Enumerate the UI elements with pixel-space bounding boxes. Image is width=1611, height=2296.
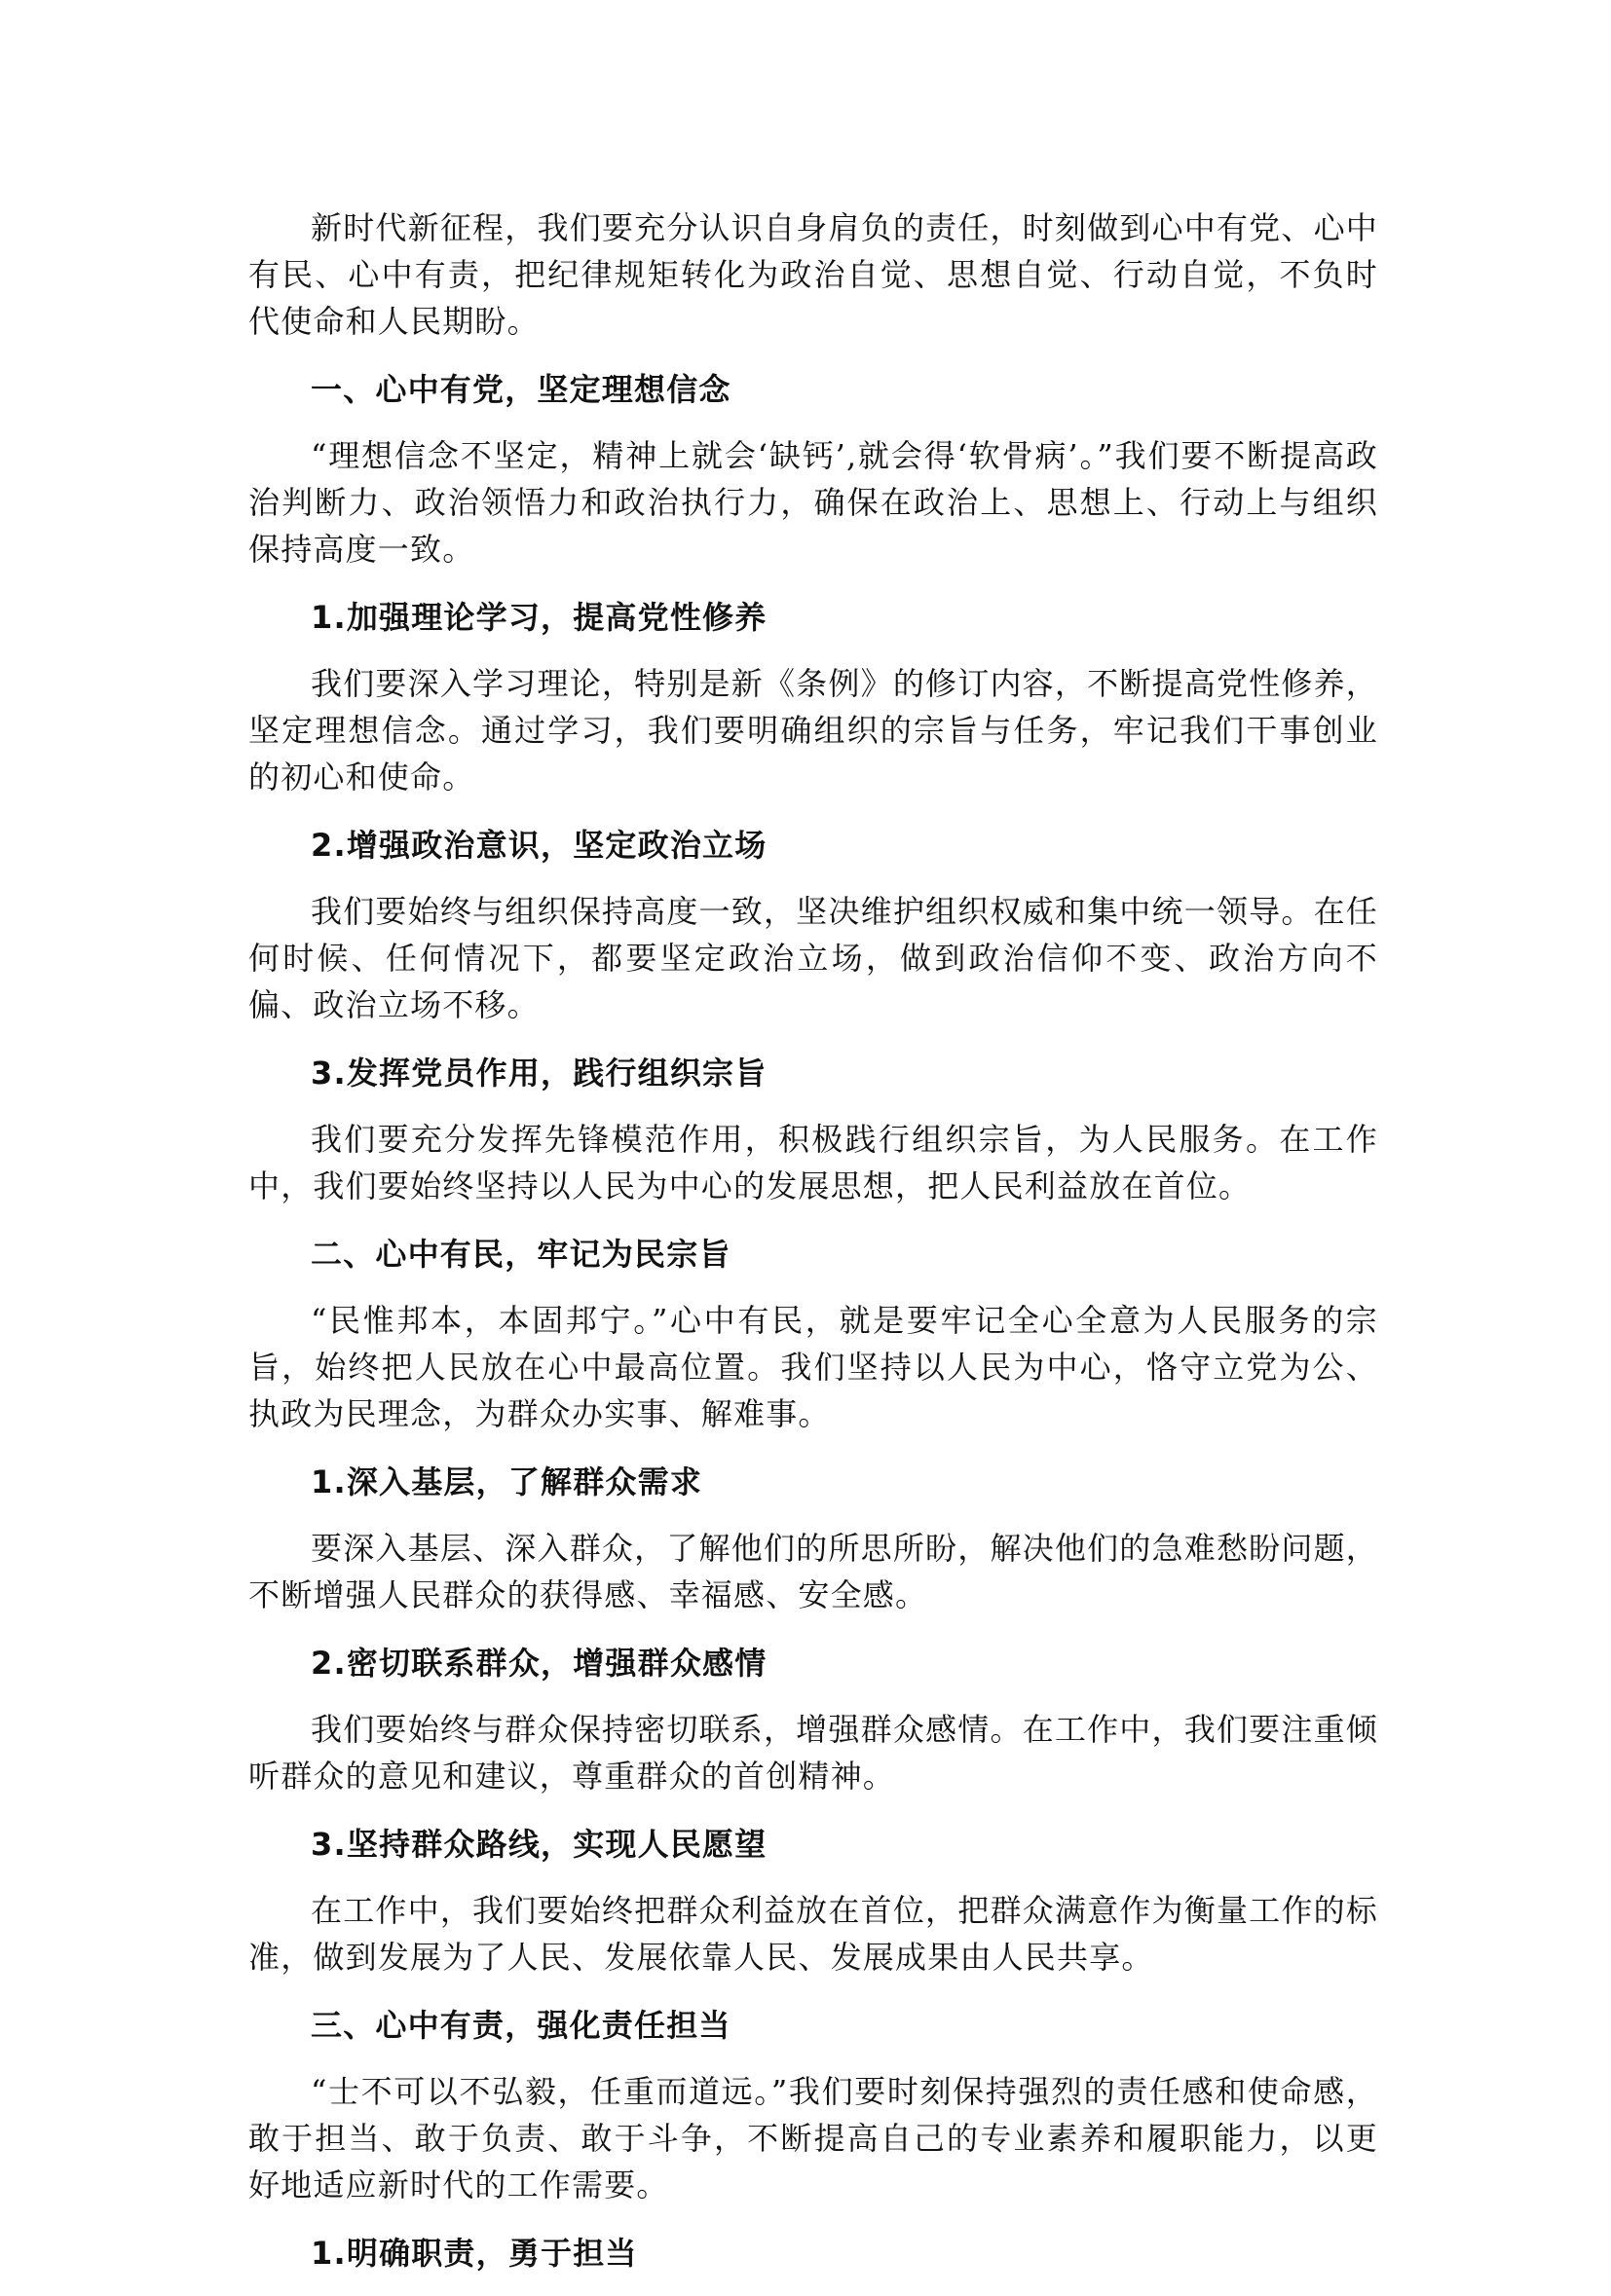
document-body	[248, 204, 1378, 2296]
section-1-intro-paragraph: “理想信念不坚定，精神上就会‘缺钙’,就会得‘软骨病’。”我们要不断提高政治判断力、政治领悟力和政治执行力，确保在政治上、思想上、行动上与组织保持高度一致。	[248, 437, 1378, 568]
section-heading-2: 二、心中有民，牢记为民宗旨	[311, 1236, 731, 1273]
section-heading-1: 一、心中有党，坚定理想信念	[311, 371, 731, 408]
paragraph-1-3: 我们要充分发挥先锋模范作用，积极践行组织宗旨，为人民服务。在工作中，我们要始终坚持以人民为中心的发展思想，把人民利益放在首位。	[248, 1121, 1378, 1204]
subheading-1-3: 3.发挥党员作用，践行组织宗旨	[311, 1055, 768, 1092]
paragraph-2-1: 要深入基层、深入群众，了解他们的所思所盼，解决他们的急难愁盼问题，不断增强人民群众的获得感、幸福感、安全感。	[248, 1530, 1378, 1613]
section-3-intro-paragraph: “士不可以不弘毅，任重而道远。”我们要时刻保持强烈的责任感和使命感，敢于担当、敢于负责、敢于斗争，不断提高自己的专业素养和履职能力，以更好地适应新时代的工作需要。	[248, 2073, 1378, 2203]
subheading-2-3: 3.坚持群众路线，实现人民愿望	[311, 1826, 768, 1863]
paragraph-2-3: 在工作中，我们要始终把群众利益放在首位，把群众满意作为衡量工作的标准，做到发展为了人民、发展依靠人民、发展成果由人民共享。	[248, 1892, 1378, 1976]
subheading-2-2: 2.密切联系群众，增强群众感情	[311, 1645, 768, 1682]
subheading-1-1: 1.加强理论学习，提高党性修养	[311, 599, 768, 636]
section-2-intro-paragraph: “民惟邦本，本固邦宁。”心中有民，就是要牢记全心全意为人民服务的宗旨，始终把人民放在心中最高位置。我们坚持以人民为中心，恪守立党为公、执政为民理念，为群众办实事、解难事。	[248, 1302, 1378, 1432]
paragraph-1-2: 我们要始终与组织保持高度一致，坚决维护组织权威和集中统一领导。在任何时候、任何情况下，都要坚定政治立场，做到政治信仰不变、政治方向不偏、政治立场不移。	[248, 893, 1378, 1023]
paragraph-1-1: 我们要深入学习理论，特别是新《条例》的修订内容，不断提高党性修养，坚定理想信念。通过学习，我们要明确组织的宗旨与任务，牢记我们干事创业的初心和使命。	[248, 665, 1378, 796]
subheading-3-1: 1.明确职责，勇于担当	[311, 2235, 638, 2272]
section-heading-3: 三、心中有责，强化责任担当	[311, 2007, 731, 2044]
paragraph-2-2: 我们要始终与群众保持密切联系，增强群众感情。在工作中，我们要注重倾听群众的意见和建议，尊重群众的首创精神。	[248, 1711, 1378, 1795]
subheading-1-2: 2.增强政治意识，坚定政治立场	[311, 827, 768, 864]
intro-paragraph: 新时代新征程，我们要充分认识自身肩负的责任，时刻做到心中有党、心中有民、心中有责，把纪律规矩转化为政治自觉、思想自觉、行动自觉，不负时代使命和人民期盼。	[248, 209, 1378, 340]
subheading-2-1: 1.深入基层，了解群众需求	[311, 1463, 703, 1500]
